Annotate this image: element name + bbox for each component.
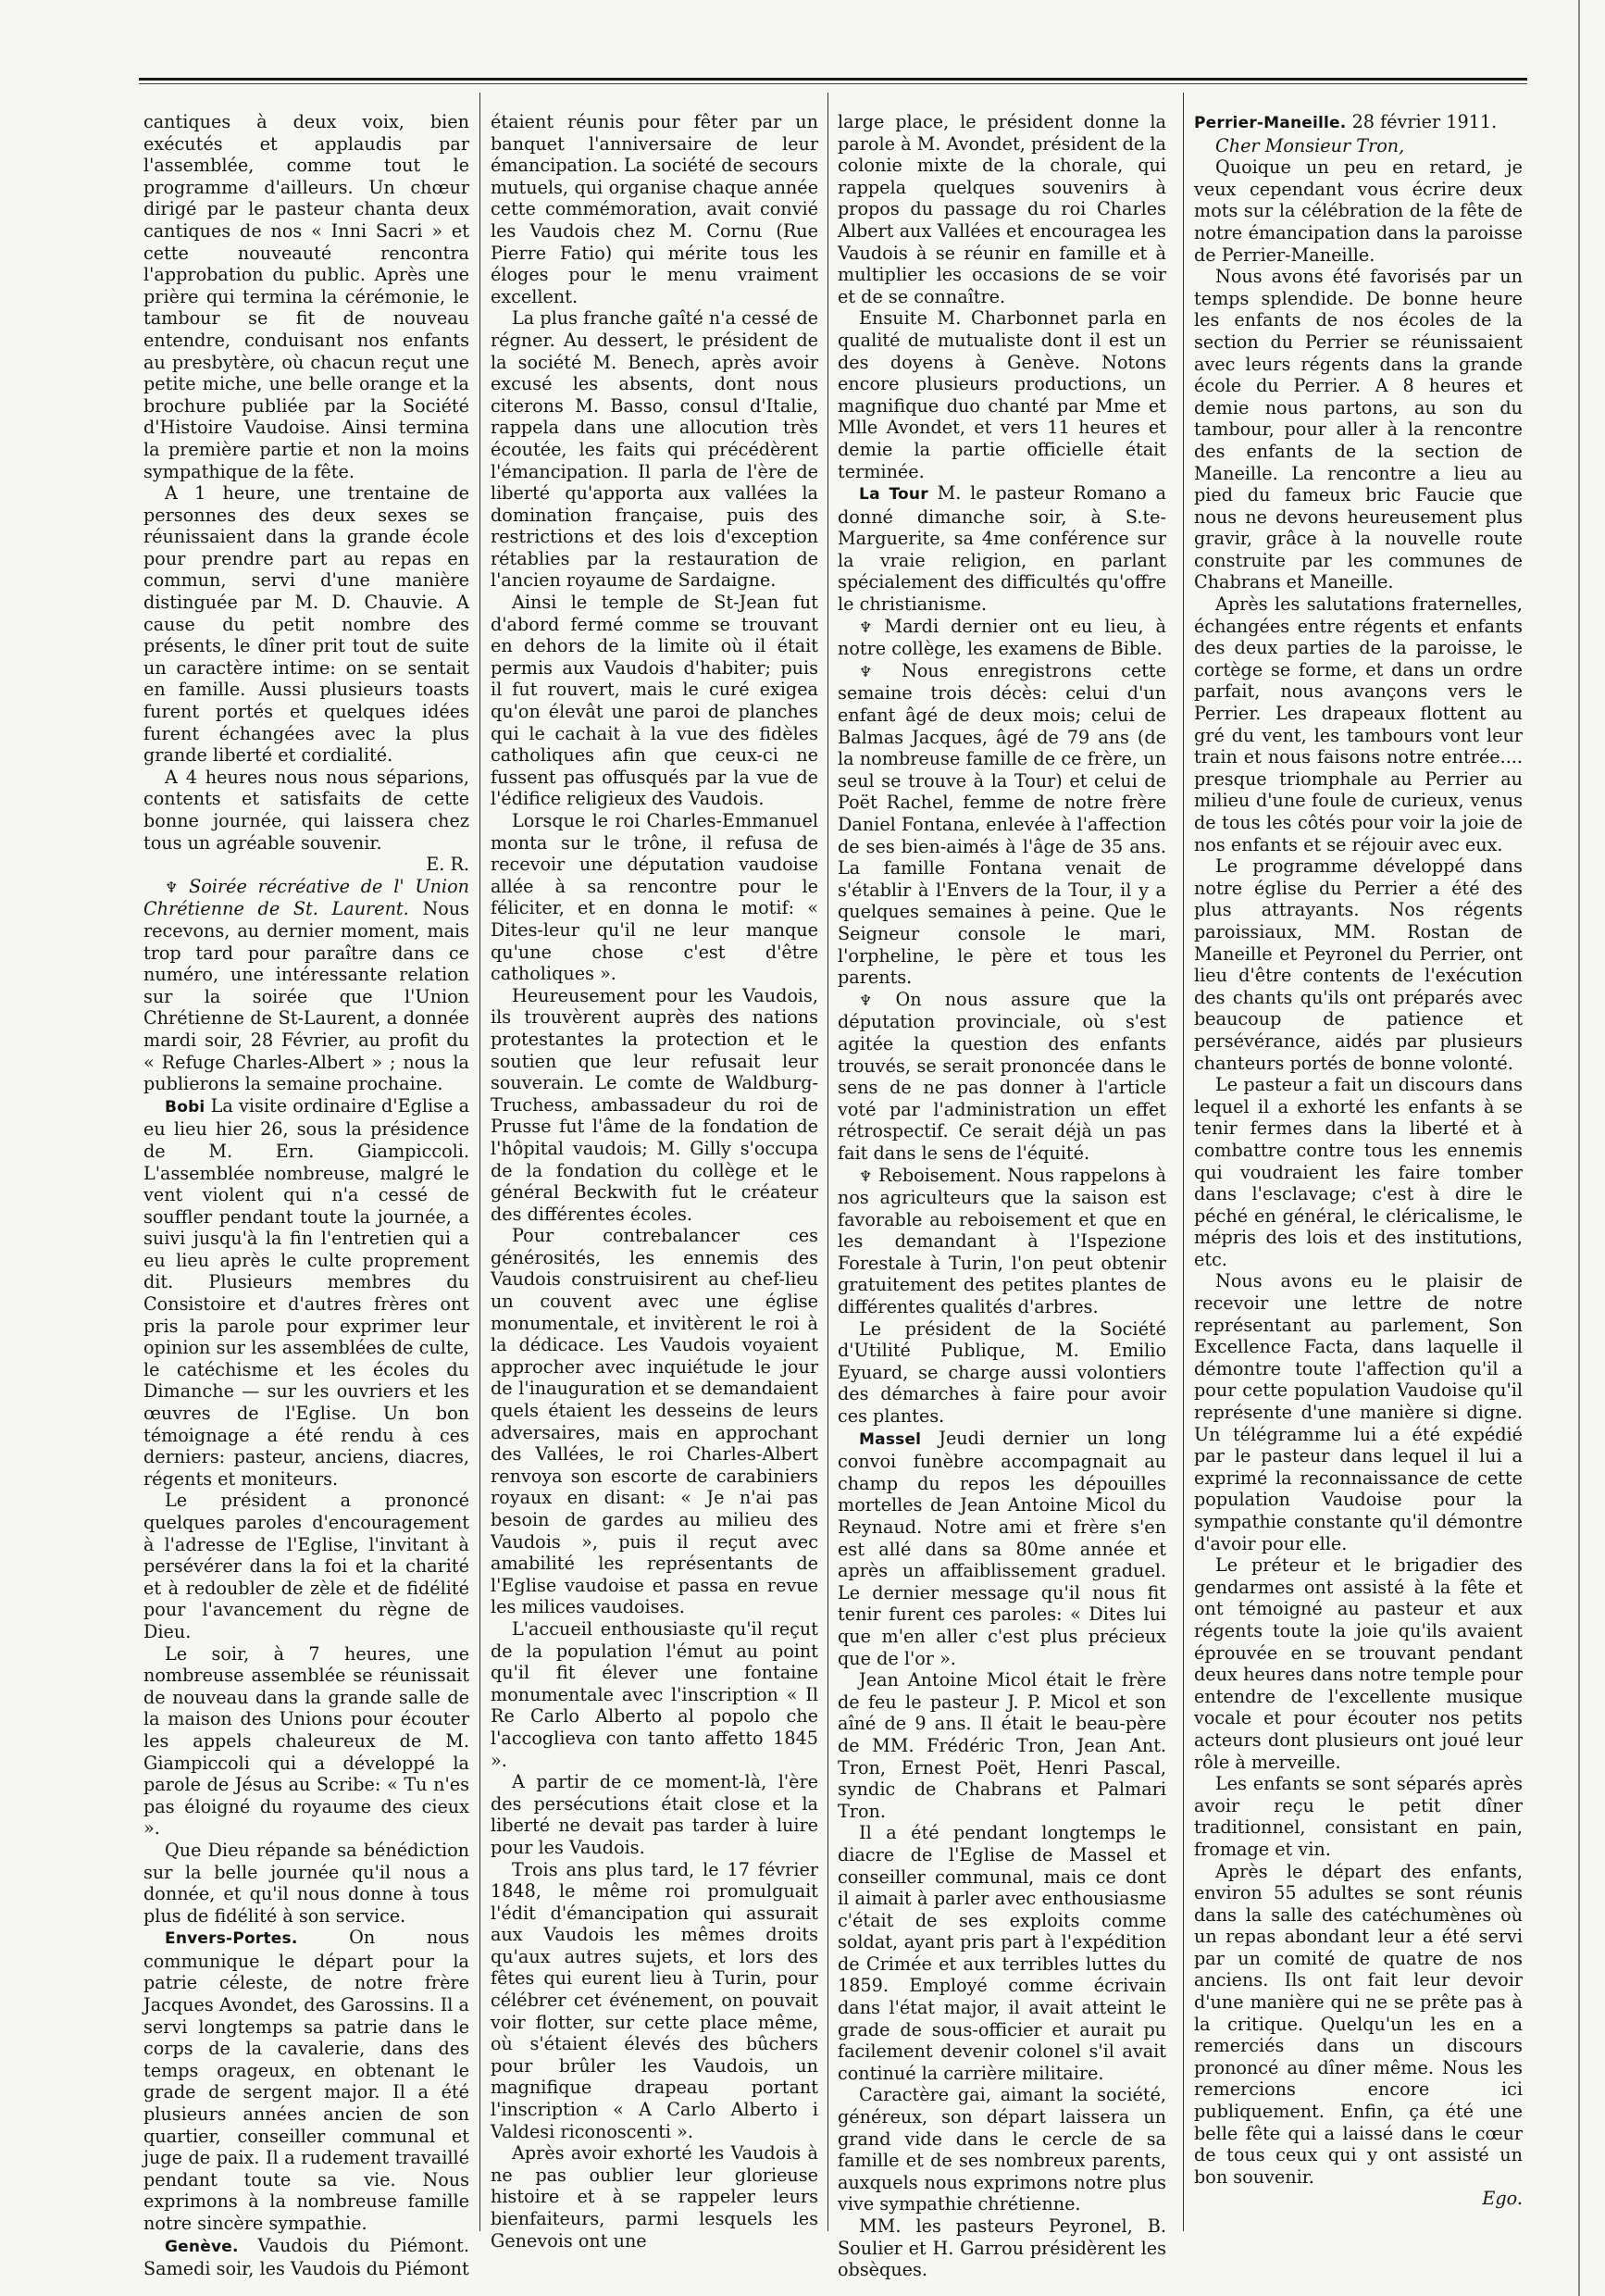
paragraph: Le président a prononcé quelques paroles d'encouragement à l'adresse de l'Eglise, l'invitant à persévérer dans la foi et la charité et à redoubler de zèle et de fidélité pour l'avancement du règne de Dieu. <box>143 1490 469 1642</box>
item-text: Jeudi dernier un long convoi funèbre accompagnait au champ du repos les dépouilles mortelles de Jean Antoine Micol du Reynaud. Notre ami et frère s'en est allé dans sa 80me année et après un affaiblissement graduel. Le dernier message qu'il nous fit tenir furent ces paroles: « Dites lui que m'en aller c'est plus précieux que de l'or ». <box>838 1427 1167 1669</box>
news-item <box>143 1927 469 2234</box>
top-rule-thin <box>139 83 1527 84</box>
place-heading: Perrier-Maneille. <box>1194 114 1347 132</box>
item-text: La visite ordinaire d'Eglise a eu lieu hier 26, sous la présidence de M. Ern. Giampiccoli. L'assemblée nombreuse, malgré le vent violent qui n'a cessé de souffler pendant toute la journée, a suivi jusqu'à la fin l'entretien qui a eu lieu après le culte proprement dit. Plusieurs membres du Consistoire et d'autres frères ont pris la parole pour exprimer leur opinion sur les assemblées de culte, le catéchisme et les écoles du Dimanche — sur les ouvriers et les œuvres de l'Eglise. Un bon témoignage a été rendu à ces derniers: pasteur, anciens, diacres, régents et moniteurs. <box>143 1094 470 1490</box>
news-item <box>838 1428 1166 1670</box>
paragraph: Lorsque le roi Charles-Emmanuel monta sur le trône, il refusa de recevoir une députation vaudoise allée à sa rencontre pour le féliciter, et en donna le motif: « Dites-leur qu'il ne leur manque qu'une chose c'est d'être catholiques ». <box>491 810 818 985</box>
item-text: Nous enregistrons cette semaine trois décès: celui d'un enfant âgé de deux mois; celui de Balmas Jacques, âgé de 79 ans (de la nombreuse famille de ce frère, un seul se trouve à la Tour) et celui de Poët Rachel, femme de notre frère Daniel Fontana, enlevée à l'affection de ses bien-aimés à l'âge de 35 ans. La famille Fontana venait de s'établir à l'Envers de la Tour, il y a quelques semaines à peine. Que le Seigneur console le mari, l'orpheline, le père et tous les parents. <box>838 659 1166 989</box>
paragraph: Heureusement pour les Vaudois, ils trouvèrent auprès des nations protestantes la protection et le soutien que leur refusait leur souverain. Le comte de Waldburg-Truchess, ambassadeur du roi de Prusse fut l'âme de la fondation de l'hôpital vaudois; M. Gilly s'occupa de la fondation du collège et le général Beckwith fut le créateur des différentes écoles. <box>491 984 818 1225</box>
news-item <box>838 1165 1166 1318</box>
news-item <box>838 616 1166 660</box>
top-rule <box>139 78 1527 81</box>
paragraph: Après les salutations fraternelles, échangées entre régents et enfants des deux parties de la paroisse, le cortège se forme, et dans un ordre parfait, nous avançons vers le Perrier. Les drapeaux flottent au gré du vent, les tambours vont leur train et nous faisons notre entrée.... presque triomphale au Perrier au milieu d'une foule de curieux, venus de tous les côtés pour voir la joie de nos enfants et se réjouir avec eux. <box>1194 593 1523 855</box>
column-separator <box>1183 93 1184 2231</box>
paragraph: cantiques à deux voix, bien exécutés et applaudis par l'assemblée, comme tout le programme d'ailleurs. Un chœur dirigé par le pasteur chanta deux cantiques de nos « Inni Sacri » et cette nouveauté rencontra l'approbation du public. Après une prière qui termina la cérémonie, le tambour se fit de nouveau entendre, conduisant nos enfants au presbytère, où chacun reçut une petite miche, une belle orange et la brochure publiée par la Société d'Histoire Vaudoise. Ainsi termina la première partie et non la moins sympathique de la fête. <box>143 111 469 482</box>
place-heading: Genève. <box>165 2237 239 2256</box>
paragraph: Le pasteur a fait un discours dans lequel il a exhorté les enfants à se tenir fermes dans la liberté et à combattre contre tous les ennemis qui voudraient les faire tomber dans l'esclavage; c'est à dire le péché en général, le cléricalisme, le mépris des lois et des institutions, etc. <box>1194 1074 1523 1270</box>
paragraph: large place, le président donne la parole à M. Avondet, président de la colonie mixte de la chorale, qui rappela quelques souvenirs à propos du passage du roi Charles Albert aux Vallées et encouragea les Vaudois à se réunir en famille et à multiplier les occasions de se voir et de se connaître. <box>838 111 1166 307</box>
paragraph: Quoique un peu en retard, je veux cependant vous écrire deux mots sur la célébration de la fête de notre émancipation dans la paroisse de Perrier-Maneille. <box>1194 156 1523 266</box>
item-text: Vaudois du Piémont. Samedi soir, les Vaudois du Piémont <box>143 2234 469 2280</box>
place-heading: Envers-Portes. <box>165 1929 298 1949</box>
letter-greeting <box>1194 135 1523 157</box>
place-heading: Massel <box>859 1429 922 1449</box>
paragraph: Après le départ des enfants, environ 55 adultes se sont réunis dans la salle des catéchumènes où un repas abondant leur a été servi par un comité de quatre de nos anciens. Ils ont fait leur devoir d'une manière qui ne se prête pas à la critique. Quelqu'un les en a remerciés dans un discours prononcé au dîner même. Nous les remercions encore ici publiquement. Enfin, ça été une belle fête qui a laissé dans le cœur de tous ceux qui y ont assisté un bon souvenir. <box>1194 1860 1523 2188</box>
section-mark-icon: ♆ <box>859 662 873 680</box>
news-item <box>143 1095 469 1491</box>
paragraph: Que Dieu répande sa bénédiction sur la belle journée qu'il nous a donnée, et qu'il nous donne à tous plus de fidélité à son service. <box>143 1839 469 1927</box>
letter-date: 28 février 1911. <box>1351 111 1498 132</box>
paragraph: Après avoir exhorté les Vaudois à ne pas oublier leur glorieuse histoire et à se rappeler leurs bienfaiteurs, parmi lesquels les Genevois ont une <box>491 2142 818 2252</box>
paragraph: MM. les pasteurs Peyronel, B. Soulier et H. Garrou présidèrent les obsèques. <box>838 2215 1166 2281</box>
column-1 <box>143 111 470 2280</box>
paragraph: Les enfants se sont séparés après avoir reçu le petit dîner traditionnel, consistant en pain, fromage et vin. <box>1194 1773 1523 1860</box>
item-text: M. le pasteur Romano a donné dimanche soir, à S.te-Marguerite, sa 4me conférence sur la vraie religion, en parlant spécialement des difficultés qu'offre le christianisme. <box>838 482 1166 616</box>
news-item <box>838 989 1166 1165</box>
paragraph: Le préteur et le brigadier des gendarmes ont assisté à la fête et ont témoigné au pasteur et aux régents toute la joie qu'ils avaient éprouvée en se trouvant pendant deux heures dans notre temple pour entendre de l'excellente musique vocale et pour écouter nos petits acteurs dont plusieurs ont joué leur rôle à merveille. <box>1194 1554 1523 1773</box>
section-mark-icon: ♆ <box>859 991 873 1009</box>
paragraph: Le programme développé dans notre église du Perrier a été des plus attrayants. Nos régents paroissiaux, MM. Rostan de Maneille et Peyronel du Perrier, ont lieu d'être contents de l'exécution des chants qu'ils ont préparés avec beaucoup de patience et persévérance, aidés par plusieurs chanteurs portés de bonne volonté. <box>1194 855 1523 1074</box>
item-title: Soirée récréative de l' Union Chrétienne de St. Laurent. <box>143 875 469 920</box>
paragraph: A partir de ce moment-là, l'ère des persécutions était close et la liberté ne devait pas tarder à luire pour les Vaudois. <box>491 1771 818 1858</box>
column-3 <box>838 111 1167 2281</box>
news-item <box>143 2235 469 2280</box>
column-2 <box>491 111 818 2252</box>
item-text: On nous communique le départ pour la patrie céleste, de notre frère Jacques Avondet, des Garossins. Il a servi longtemps sa patrie dans le corps de la cavalerie, dans des temps orageux, en obtenant le grade de sergent major. Il a été plusieurs années ancien de son quartier, conseiller communal et juge de paix. Il a rudement travaillé pendant toute sa vie. Nous exprimons à la nombreuse famille notre sincère sympathie. <box>143 1927 469 2234</box>
section-mark-icon: ♆ <box>859 1167 873 1185</box>
paragraph: Le soir, à 7 heures, une nombreuse assemblée se réunissait de nouveau dans la grande salle de la maison des Unions pour écouter les appels chaleureux de M. Giampiccoli qui a développé la parole de Jésus au Scribe: « Tu n'es pas éloigné du royaume des cieux ». <box>143 1642 469 1840</box>
paragraph: Nous avons eu le plaisir de recevoir une lettre de notre représentant au parlement, Son Excellence Facta, dans laquelle il démontre toute l'affection qu'il a pour cette population Vaudoise qu'il représente d'une manière si digne. Un télégramme lui a été expédié par le pasteur dans lequel il lui a exprimé la reconnaissance de cette population Vaudoise pour la sympathie constante qu'il démontre d'avoir pour elle. <box>1194 1270 1523 1554</box>
place-heading: Bobi <box>165 1097 205 1117</box>
signature-text: Ego. <box>1482 2188 1523 2210</box>
section-mark-icon: ♆ <box>859 618 873 636</box>
paragraph: A 4 heures nous nous séparions, contents et satisfaits de cette bonne journée, qui laissera chez tous un agréable souvenir. <box>143 766 469 854</box>
letter-heading <box>1194 111 1523 135</box>
paragraph: Il a été pendant longtemps le diacre de l'Eglise de Massel et conseiller communal, mais ce dont il aimait à parler avec enthousiasme c'était de ses exploits comme soldat, ayant pris part à l'expédition de Crimée et aux terribles luttes du 1859. Employé comme écrivain dans l'état major, il avait atteint le grade de sous-officier et aurait pu facilement devenir colonel s'il avait continué la carrière militaire. <box>838 1822 1166 2084</box>
column-separator <box>827 93 828 2231</box>
paragraph: Jean Antoine Micol était le frère de feu le pasteur J. P. Micol et son aîné de 9 ans. Il était le beau-père de MM. Frédéric Tron, Jean Ant. Tron, Ernest Poët, Henri Pascal, syndic de Chabrans et Palmari Tron. <box>838 1669 1166 1822</box>
paragraph: Trois ans plus tard, le 17 février 1848, le même roi promulguait l'édit d'émancipation qui assurait aux Vaudois les mêmes droits qu'aux autres sujets, et lors des fêtes qui eurent lieu à Turin, pour célébrer cet événement, on pouvait voir flotter, sur cette place même, où s'étaient élevés des bûchers pour brûler les Vaudois, un magnifique drapeau portant l'inscription « A Carlo Alberto i Valdesi riconoscenti ». <box>491 1858 818 2142</box>
paragraph: étaient réunis pour fêter par un banquet l'anniversaire de leur émancipation. La société de secours mutuels, qui organise chaque année cette commémoration, avait convié les Vaudois chez M. Cornu (Rue Pierre Fatio) qui mérite tous les éloges pour le menu vraiment excellent. <box>491 111 818 307</box>
item-text: On nous assure que la députation provinciale, où s'est agitée la question des enfants trouvés, se serait prononcée dans le sens de ne pas donner à l'article voté par l'administration un effet rétrospectif. Ce serait déjà un pas fait dans le sens de l'équité. <box>838 988 1166 1164</box>
news-item <box>838 482 1166 616</box>
item-text: Reboisement. Nous rappelons à nos agriculteurs que la saison est favorable au reboisement et que en les demandant à l'Ispezione Forestale à Turin, l'on peut obtenir gratuitement des petites plantes de différentes qualités d'arbres. <box>838 1164 1166 1318</box>
news-item <box>838 660 1166 989</box>
greeting-text: Cher Monsieur Tron, <box>1215 134 1405 156</box>
signature <box>1194 2188 1523 2210</box>
paragraph: A 1 heure, une trentaine de personnes des deux sexes se réunissaient dans la grande école pour prendre part au repas en commun, servi d'une manière distinguée par M. D. Chauvie. A cause du petit nombre des présents, le dîner prit tout de suite un caractère intime: on se sentait en famille. Aussi plusieurs toasts furent portés et quelques idées furent échangées avec la plus grande liberté et cordialité. <box>143 482 469 767</box>
paragraph: Ensuite M. Charbonnet parla en qualité de mutualiste dont il est un des doyens à Genève. Notons encore plusieurs productions, un magnifique duo chanté par Mme et Mlle Avondet, et vers 11 heures et demie la partie officielle était terminée. <box>838 307 1166 482</box>
item-text: Mardi dernier ont eu lieu, à notre collège, les examens de Bible. <box>838 615 1166 660</box>
place-heading: La Tour <box>859 485 928 505</box>
paragraph: Nous avons été favorisés par un temps splendide. De bonne heure les enfants de nos écoles de la section du Perrier se réunissaient avec leurs régents dans la grande école du Perrier. A 8 heures et demie nous partons, au son du tambour, pour aller à la rencontre des enfants de la section de Maneille. La rencontre a lieu au pied du fameux bric Faucie que nous ne devons heureusement plus gravir, grâce à la nouvelle route construite par les communes de Chabrans et Maneille. <box>1194 266 1523 593</box>
paragraph: Le président de la Société d'Utilité Publique, M. Emilio Eyuard, se charge aussi volontiers des démarches à faire pour avoir ces plantes. <box>838 1317 1166 1428</box>
paragraph: L'accueil enthousiaste qu'il reçut de la population l'émut au point qu'il fit élever une fontaine monumentale avec l'inscription « Il Re Carlo Alberto al popolo che l'accoglieva con tanto affetto 1845 ». <box>491 1617 818 1771</box>
paragraph: Ainsi le temple de St-Jean fut d'abord fermé comme se trouvant en dehors de la limite où il était permis aux Vaudois d'habiter; puis il fut rouvert, mais le curé exigea qu'on élevât une paroi de planches qui le cachait à la vue des fidèles catholiques afin que ceux-ci ne fussent pas offusqués par la vue de l'édifice religieux des Vaudois. <box>491 592 818 810</box>
section-mark-icon: ♆ <box>165 878 179 896</box>
column-separator <box>479 93 480 2231</box>
item-text: Nous recevons, au dernier moment, mais trop tard pour paraître dans ce numéro, une intéressante relation sur la soirée que l'Union Chrétienne de St-Laurent, a donnée mardi soir, 28 Février, au profit du « Refuge Charles-Albert » ; nous la publierons la semaine prochaine. <box>143 898 469 1095</box>
column-4 <box>1194 111 1523 2240</box>
page-edge-line <box>1578 0 1580 2296</box>
paragraph: Pour contrebalancer ces générosités, les ennemis des Vaudois construisirent au chef-lieu un couvent avec une église monumentale, et invitèrent le roi à la dédicace. Les Vaudois voyaient approcher avec inquiétude le jour de l'inauguration et se demandaient quels étaient les desseins de leurs adversaires, mais en approchant des Vallées, le roi Charles-Albert renvoya son escorte de carabiniers royaux en disant: « Je n'ai pas besoin de gardes au milieu des Vaudois », puis il reçut avec amabilité les représentants de l'Eglise vaudoise et passa en revue les milices vaudoises. <box>491 1225 818 1618</box>
news-item <box>143 876 469 1095</box>
paragraph: La plus franche gaîté n'a cessé de régner. Au dessert, le président de la société M. Benech, après avoir excusé les absents, dont nous citerons M. Basso, consul d'Italie, rappela dans une allocution très écoutée, les faits qui précédèrent l'émancipation. Il parla de l'ère de liberté qu'apporta aux vallées la domination française, puis des restrictions et des lois d'exception rétablies par la restauration de l'ancien royaume de Sardaigne. <box>491 307 818 592</box>
paragraph: Caractère gai, aimant la société, généreux, son départ laissera un grand vide dans le cercle de sa famille et de ses nombreux parents, auxquels nous exprimons notre plus vive sympathie chrétienne. <box>838 2084 1166 2215</box>
signature: E. R. <box>426 854 469 876</box>
